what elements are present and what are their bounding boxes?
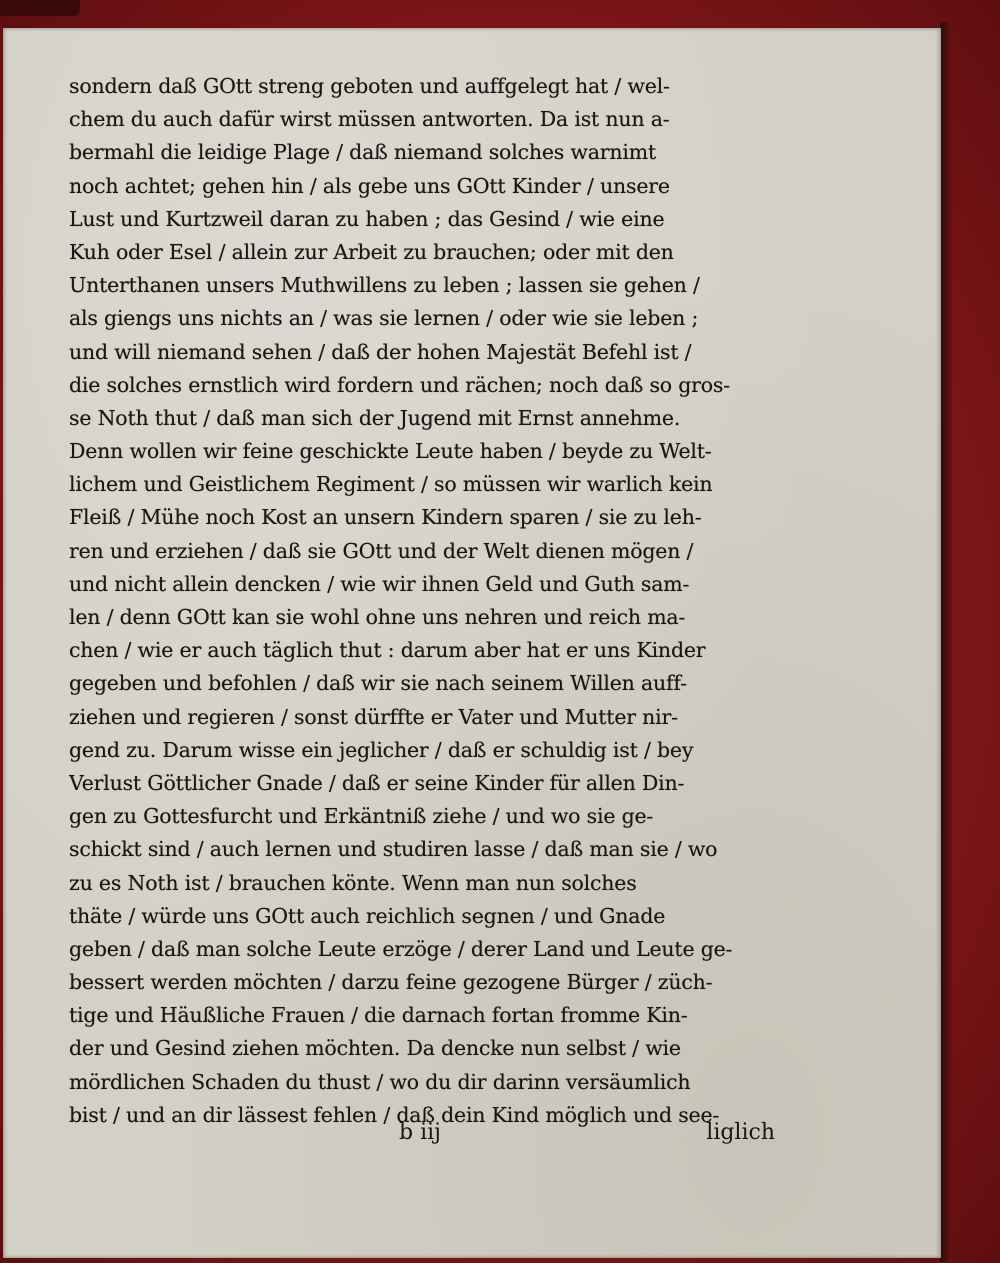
text-line: Denn wollen wir feine geschickte Leute haben / beyde zu Welt- [69, 439, 712, 464]
text-line: der und Gesind ziehen möchten. Da dencke nun selbst / wie [69, 1036, 681, 1061]
text-line: bist / und an dir lässest fehlen / daß dein Kind möglich und see- [69, 1102, 720, 1127]
text-line: Verlust Göttlicher Gnade / daß er seine Kinder für allen Din- [69, 770, 685, 795]
text-line: zu es Noth ist / brauchen könte. Wenn man nun solches [69, 870, 637, 895]
text-line: thäte / würde uns GOtt auch reichlich segnen / und Gnade [69, 903, 666, 928]
text-line: geben / daß man solche Leute erzöge / derer Land und Leute ge- [69, 936, 733, 961]
text-line: chem du auch dafür wirst müssen antworten. Da ist nun a- [69, 107, 670, 132]
text-line: Unterthanen unsers Muthwillens zu leben ; lassen sie gehen / [69, 273, 700, 298]
text-line: chen / wie er auch täglich thut : darum aber hat er uns Kinder [69, 638, 706, 663]
text-line: gegeben und befohlen / daß wir sie nach seinem Willen auff- [69, 671, 687, 696]
text-line: bermahl die leidige Plage / daß niemand solches warnimt [69, 140, 657, 165]
text-line: gen zu Gottesfurcht und Erkäntniß ziehe / und wo sie ge- [69, 804, 654, 829]
text-line: die solches ernstlich wird fordern und rächen; noch daß so gros- [69, 372, 730, 397]
book-page [3, 28, 941, 1258]
signature-mark: b iij [399, 1120, 441, 1145]
text-line: schickt sind / auch lernen und studiren lasse / daß man sie / wo [69, 837, 718, 862]
scan-corner [0, 0, 80, 16]
text-line: und will niemand sehen / daß der hohen Majestät Befehl ist / [69, 339, 692, 364]
text-line: als giengs uns nichts an / was sie lernen / oder wie sie leben ; [69, 306, 699, 331]
text-line: ren und erziehen / daß sie GOtt und der Welt dienen mögen / [69, 538, 694, 563]
text-line: Kuh oder Esel / allein zur Arbeit zu brauchen; oder mit den [69, 239, 674, 264]
text-line: mördlichen Schaden du thust / wo du dir darinn versäumlich [69, 1069, 691, 1094]
page-edge-shadow [940, 22, 952, 1262]
text-line: noch achtet; gehen hin / als gebe uns GOtt Kinder / unsere [69, 173, 670, 198]
catchword: liglich [706, 1120, 775, 1145]
text-line: se Noth thut / daß man sich der Jugend mit Ernst annehme. [69, 405, 681, 430]
page-footer [69, 1120, 779, 1160]
text-line: bessert werden möchten / darzu feine gezogene Bürger / züch- [69, 970, 713, 995]
text-line: Lust und Kurtzweil daran zu haben ; das Gesind / wie eine [69, 206, 665, 231]
text-line: ziehen und regieren / sonst dürffte er Vater und Mutter nir- [69, 704, 678, 729]
text-line: und nicht allein dencken / wie wir ihnen Geld und Guth sam- [69, 571, 690, 596]
text-line: tige und Häußliche Frauen / die darnach fortan fromme Kin- [69, 1003, 688, 1028]
text-line: Fleiß / Mühe noch Kost an unsern Kindern sparen / sie zu leh- [69, 505, 702, 530]
text-line: sondern daß GOtt streng geboten und auffgelegt hat / wel- [69, 74, 670, 98]
text-line: lichem und Geistlichem Regiment / so müssen wir warlich kein [69, 472, 713, 497]
text-line: gend zu. Darum wisse ein jeglicher / daß er schuldig ist / bey [69, 737, 694, 762]
text-line: len / denn GOtt kan sie wohl ohne uns nehren und reich ma- [69, 605, 686, 629]
body-text [69, 70, 779, 1132]
